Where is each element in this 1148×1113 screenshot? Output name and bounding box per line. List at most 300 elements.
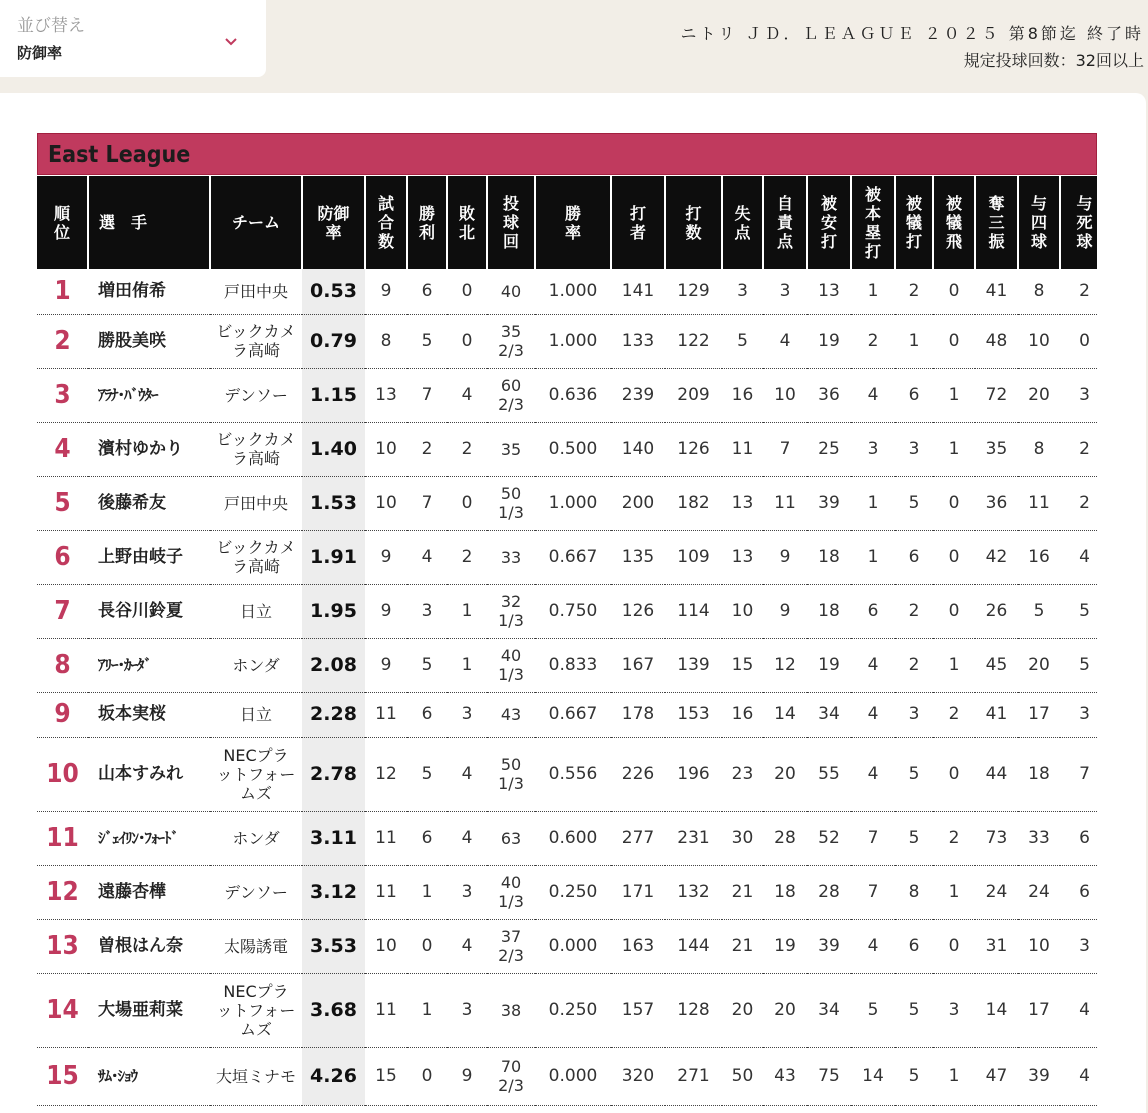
stat-r: 30 [722, 811, 763, 865]
stat-ab: 231 [665, 811, 722, 865]
stat-pct: 0.833 [535, 638, 611, 692]
stat-er: 4 [763, 314, 807, 368]
rank-cell: 10 [37, 737, 88, 811]
stats-info [680, 20, 1144, 74]
stat-ab: 139 [665, 638, 722, 692]
stat-hr: 7 [851, 811, 895, 865]
rank-cell: 7 [37, 584, 88, 638]
stat-g: 11 [365, 692, 407, 737]
header-home-runs: 被本塁打 [851, 176, 895, 269]
header-wins: 勝利 [407, 176, 447, 269]
stat-so: 36 [975, 476, 1018, 530]
stat-g: 10 [365, 422, 407, 476]
stat-g: 9 [365, 638, 407, 692]
player-name: 大場亜莉菜 [88, 973, 210, 1047]
stat-bf: 178 [611, 692, 665, 737]
header-games: 試合数 [365, 176, 407, 269]
stat-hbp: 4 [1060, 973, 1097, 1047]
stat-g: 9 [365, 584, 407, 638]
era-cell: 1.53 [302, 476, 365, 530]
stat-bf: 141 [611, 269, 665, 314]
stat-pct: 0.556 [535, 737, 611, 811]
header-win-pct: 勝率 [535, 176, 611, 269]
stat-sh: 5 [895, 476, 933, 530]
team-cell: 日立 [210, 584, 302, 638]
era-cell: 3.11 [302, 811, 365, 865]
header-walks: 与四球 [1018, 176, 1060, 269]
stat-w: 4 [407, 530, 447, 584]
stat-r: 3 [722, 269, 763, 314]
era-cell: 0.79 [302, 314, 365, 368]
player-name: 濱村ゆかり [88, 422, 210, 476]
stat-h: 28 [807, 865, 851, 919]
stat-g: 10 [365, 919, 407, 973]
header-innings: 投球回 [487, 176, 535, 269]
stat-bb: 5 [1018, 584, 1060, 638]
stat-er: 7 [763, 422, 807, 476]
stat-sf: 2 [933, 692, 975, 737]
player-name: ｱﾘｰ･ｶｰﾀﾞ [88, 638, 210, 692]
stat-ab: 209 [665, 368, 722, 422]
stat-ab: 114 [665, 584, 722, 638]
stat-hbp: 4 [1060, 530, 1097, 584]
stat-bf: 320 [611, 1047, 665, 1105]
stat-h: 55 [807, 737, 851, 811]
rank-cell: 2 [37, 314, 88, 368]
stat-l: 4 [447, 737, 487, 811]
season-info: ニトリ ＪＤ．ＬＥＡＧＵＥ ２０２５ 第8節迄 終了時 [680, 24, 1144, 43]
stat-r: 13 [722, 476, 763, 530]
player-name: 長谷川鈴夏 [88, 584, 210, 638]
stat-bf: 239 [611, 368, 665, 422]
stat-r: 5 [722, 314, 763, 368]
stat-h: 34 [807, 692, 851, 737]
stat-so: 44 [975, 737, 1018, 811]
team-cell: NECプラットフォームズ [210, 973, 302, 1047]
stat-ip: 63 [487, 811, 535, 865]
stat-ab: 182 [665, 476, 722, 530]
stat-sf: 2 [933, 811, 975, 865]
era-cell: 0.53 [302, 269, 365, 314]
stat-hbp: 2 [1060, 422, 1097, 476]
stat-hbp: 3 [1060, 919, 1097, 973]
stat-hr: 1 [851, 269, 895, 314]
stat-ab: 196 [665, 737, 722, 811]
stat-so: 72 [975, 368, 1018, 422]
stat-hr: 4 [851, 919, 895, 973]
stat-sf: 1 [933, 1047, 975, 1105]
stat-hbp: 6 [1060, 811, 1097, 865]
rank-cell: 15 [37, 1047, 88, 1105]
stat-h: 52 [807, 811, 851, 865]
team-cell: NECプラットフォームズ [210, 737, 302, 811]
stat-bf: 277 [611, 811, 665, 865]
stat-bb: 11 [1018, 476, 1060, 530]
stat-hr: 3 [851, 422, 895, 476]
player-name: ｱﾗﾅ･ﾊﾞｳﾀｰ [88, 368, 210, 422]
stat-sf: 1 [933, 368, 975, 422]
stat-bf: 133 [611, 314, 665, 368]
stat-so: 45 [975, 638, 1018, 692]
stat-sh: 2 [895, 269, 933, 314]
stat-ip: 37 2/3 [487, 919, 535, 973]
stat-r: 10 [722, 584, 763, 638]
stat-ip: 35 2/3 [487, 314, 535, 368]
stat-bb: 10 [1018, 919, 1060, 973]
stat-pct: 0.250 [535, 865, 611, 919]
stat-sh: 1 [895, 314, 933, 368]
stat-ip: 33 [487, 530, 535, 584]
stat-h: 18 [807, 584, 851, 638]
header-hit-by-pitch: 与死球 [1060, 176, 1097, 269]
rank-cell: 12 [37, 865, 88, 919]
rank-cell: 8 [37, 638, 88, 692]
rank-cell: 11 [37, 811, 88, 865]
stat-hr: 4 [851, 638, 895, 692]
stat-ip: 60 2/3 [487, 368, 535, 422]
era-cell: 4.26 [302, 1047, 365, 1105]
player-name: 山本すみれ [88, 737, 210, 811]
stat-h: 13 [807, 269, 851, 314]
stat-er: 28 [763, 811, 807, 865]
stat-w: 6 [407, 811, 447, 865]
stat-ip: 40 1/3 [487, 638, 535, 692]
chevron-down-icon [223, 34, 239, 50]
stat-l: 0 [447, 269, 487, 314]
rank-cell: 1 [37, 269, 88, 314]
stat-bf: 163 [611, 919, 665, 973]
stat-w: 5 [407, 314, 447, 368]
stat-hr: 4 [851, 692, 895, 737]
player-name: 坂本実桜 [88, 692, 210, 737]
team-cell: 戸田中央 [210, 269, 302, 314]
stat-w: 0 [407, 919, 447, 973]
rank-cell: 5 [37, 476, 88, 530]
stat-sf: 0 [933, 737, 975, 811]
table-row [37, 314, 1097, 368]
table-header [37, 176, 1097, 269]
team-cell: 大垣ミナモ [210, 1047, 302, 1105]
stat-g: 8 [365, 314, 407, 368]
stat-bb: 17 [1018, 973, 1060, 1047]
table-row [37, 811, 1097, 865]
team-cell: ビックカメラ高崎 [210, 314, 302, 368]
stat-r: 11 [722, 422, 763, 476]
header-strikeouts: 奪三振 [975, 176, 1018, 269]
stat-er: 18 [763, 865, 807, 919]
stat-sf: 1 [933, 422, 975, 476]
stat-ab: 132 [665, 865, 722, 919]
stat-er: 43 [763, 1047, 807, 1105]
stat-w: 6 [407, 692, 447, 737]
stat-pct: 0.000 [535, 919, 611, 973]
stat-ab: 109 [665, 530, 722, 584]
header-rank: 順位 [37, 176, 88, 269]
qualifying-innings: 規定投球回数：32回以上 [963, 51, 1144, 70]
stats-table-wrapper[interactable] [37, 176, 1097, 1106]
header-sac-flies: 被犠飛 [933, 176, 975, 269]
stat-ip: 38 [487, 973, 535, 1047]
stat-sh: 3 [895, 422, 933, 476]
stat-so: 48 [975, 314, 1018, 368]
era-cell: 3.68 [302, 973, 365, 1047]
stat-g: 11 [365, 811, 407, 865]
league-title: East League [37, 133, 1097, 175]
table-row [37, 584, 1097, 638]
stat-hr: 2 [851, 314, 895, 368]
stat-r: 16 [722, 692, 763, 737]
stat-bb: 17 [1018, 692, 1060, 737]
stat-bb: 33 [1018, 811, 1060, 865]
stat-ip: 50 1/3 [487, 476, 535, 530]
stat-bb: 8 [1018, 422, 1060, 476]
stat-sf: 0 [933, 476, 975, 530]
stat-l: 9 [447, 1047, 487, 1105]
stat-hbp: 3 [1060, 692, 1097, 737]
player-name: 勝股美咲 [88, 314, 210, 368]
stat-er: 20 [763, 973, 807, 1047]
stat-l: 4 [447, 811, 487, 865]
player-name: 後藤希友 [88, 476, 210, 530]
stat-hbp: 5 [1060, 584, 1097, 638]
sort-value: 防御率 [17, 44, 63, 62]
stat-sh: 6 [895, 530, 933, 584]
team-cell: 太陽誘電 [210, 919, 302, 973]
stat-r: 50 [722, 1047, 763, 1105]
stat-sh: 5 [895, 973, 933, 1047]
player-name: ｻﾑ･ｼｮｳ [88, 1047, 210, 1105]
stat-r: 13 [722, 530, 763, 584]
stat-so: 35 [975, 422, 1018, 476]
stat-sh: 5 [895, 737, 933, 811]
stat-bf: 157 [611, 973, 665, 1047]
stat-g: 11 [365, 973, 407, 1047]
stat-h: 36 [807, 368, 851, 422]
stat-hbp: 2 [1060, 269, 1097, 314]
stat-h: 25 [807, 422, 851, 476]
stat-hr: 5 [851, 973, 895, 1047]
header-earned-runs: 自責点 [763, 176, 807, 269]
stat-g: 15 [365, 1047, 407, 1105]
stat-h: 39 [807, 476, 851, 530]
stat-so: 26 [975, 584, 1018, 638]
rank-cell: 14 [37, 973, 88, 1047]
stat-l: 0 [447, 476, 487, 530]
stat-g: 11 [365, 865, 407, 919]
stat-sf: 0 [933, 530, 975, 584]
stat-hr: 1 [851, 476, 895, 530]
player-name: 増田侑希 [88, 269, 210, 314]
header-hits: 被安打 [807, 176, 851, 269]
header-player: 選 手 [88, 176, 210, 269]
header-batters: 打者 [611, 176, 665, 269]
stat-bf: 226 [611, 737, 665, 811]
stat-pct: 1.000 [535, 314, 611, 368]
stat-r: 16 [722, 368, 763, 422]
stat-sh: 3 [895, 692, 933, 737]
stat-er: 14 [763, 692, 807, 737]
stat-sf: 1 [933, 865, 975, 919]
stat-hr: 1 [851, 530, 895, 584]
team-cell: デンソー [210, 368, 302, 422]
rank-cell: 4 [37, 422, 88, 476]
stat-r: 23 [722, 737, 763, 811]
rank-cell: 3 [37, 368, 88, 422]
stat-er: 3 [763, 269, 807, 314]
stat-bf: 200 [611, 476, 665, 530]
team-cell: 戸田中央 [210, 476, 302, 530]
table-row [37, 269, 1097, 314]
stat-sh: 5 [895, 1047, 933, 1105]
table-row [37, 476, 1097, 530]
stat-g: 9 [365, 530, 407, 584]
stat-ip: 32 1/3 [487, 584, 535, 638]
stat-ab: 122 [665, 314, 722, 368]
stat-er: 12 [763, 638, 807, 692]
era-cell: 2.78 [302, 737, 365, 811]
stat-l: 1 [447, 638, 487, 692]
stat-w: 2 [407, 422, 447, 476]
stat-r: 21 [722, 919, 763, 973]
stat-hr: 14 [851, 1047, 895, 1105]
stat-hbp: 5 [1060, 638, 1097, 692]
era-cell: 2.28 [302, 692, 365, 737]
stat-ab: 153 [665, 692, 722, 737]
stat-sf: 0 [933, 919, 975, 973]
stat-bf: 140 [611, 422, 665, 476]
stat-sh: 2 [895, 638, 933, 692]
stat-so: 41 [975, 269, 1018, 314]
stat-pct: 0.750 [535, 584, 611, 638]
stat-er: 20 [763, 737, 807, 811]
stat-sf: 1 [933, 638, 975, 692]
stat-sf: 0 [933, 314, 975, 368]
stat-w: 0 [407, 1047, 447, 1105]
stat-so: 31 [975, 919, 1018, 973]
stat-l: 1 [447, 584, 487, 638]
stat-l: 4 [447, 368, 487, 422]
stat-pct: 0.500 [535, 422, 611, 476]
stat-hbp: 2 [1060, 476, 1097, 530]
stat-pct: 0.636 [535, 368, 611, 422]
stat-pct: 0.000 [535, 1047, 611, 1105]
header-runs: 失点 [722, 176, 763, 269]
stat-bb: 10 [1018, 314, 1060, 368]
stat-w: 3 [407, 584, 447, 638]
stat-l: 4 [447, 919, 487, 973]
stat-bb: 8 [1018, 269, 1060, 314]
stat-ip: 40 [487, 269, 535, 314]
stat-hr: 6 [851, 584, 895, 638]
stat-h: 19 [807, 638, 851, 692]
stat-pct: 1.000 [535, 476, 611, 530]
era-cell: 1.15 [302, 368, 365, 422]
player-name: 遠藤杏樺 [88, 865, 210, 919]
era-cell: 3.12 [302, 865, 365, 919]
header-sac-hits: 被犠打 [895, 176, 933, 269]
stat-so: 47 [975, 1047, 1018, 1105]
rank-cell: 9 [37, 692, 88, 737]
stat-r: 15 [722, 638, 763, 692]
stat-ip: 43 [487, 692, 535, 737]
stat-l: 2 [447, 422, 487, 476]
stat-r: 21 [722, 865, 763, 919]
sort-label: 並び替え [17, 16, 85, 36]
stat-hbp: 7 [1060, 737, 1097, 811]
stat-w: 7 [407, 476, 447, 530]
stat-l: 3 [447, 692, 487, 737]
stat-pct: 0.667 [535, 530, 611, 584]
stat-h: 75 [807, 1047, 851, 1105]
team-cell: ビックカメラ高崎 [210, 422, 302, 476]
stat-bb: 39 [1018, 1047, 1060, 1105]
stat-sh: 6 [895, 368, 933, 422]
stat-bb: 20 [1018, 368, 1060, 422]
table-row [37, 973, 1097, 1047]
stat-hr: 7 [851, 865, 895, 919]
stat-w: 6 [407, 269, 447, 314]
pitching-stats-table [37, 176, 1097, 1106]
table-row [37, 692, 1097, 737]
stat-er: 11 [763, 476, 807, 530]
stat-bb: 16 [1018, 530, 1060, 584]
team-cell: ホンダ [210, 811, 302, 865]
stat-ab: 271 [665, 1047, 722, 1105]
stat-l: 0 [447, 314, 487, 368]
stat-g: 13 [365, 368, 407, 422]
header-team: チーム [210, 176, 302, 269]
era-cell: 1.95 [302, 584, 365, 638]
stat-g: 10 [365, 476, 407, 530]
stat-bf: 167 [611, 638, 665, 692]
stat-er: 9 [763, 584, 807, 638]
table-row [37, 1047, 1097, 1105]
team-cell: ビックカメラ高崎 [210, 530, 302, 584]
stat-ip: 35 [487, 422, 535, 476]
stat-er: 9 [763, 530, 807, 584]
stat-er: 19 [763, 919, 807, 973]
header-losses: 敗北 [447, 176, 487, 269]
stat-ip: 40 1/3 [487, 865, 535, 919]
stat-pct: 1.000 [535, 269, 611, 314]
era-cell: 2.08 [302, 638, 365, 692]
stat-w: 1 [407, 973, 447, 1047]
player-name: 曽根はん奈 [88, 919, 210, 973]
stat-pct: 0.250 [535, 973, 611, 1047]
stat-hr: 4 [851, 368, 895, 422]
stat-bf: 171 [611, 865, 665, 919]
stat-l: 3 [447, 973, 487, 1047]
stat-sh: 8 [895, 865, 933, 919]
header-era: 防御率 [302, 176, 365, 269]
stat-ab: 129 [665, 269, 722, 314]
stat-pct: 0.600 [535, 811, 611, 865]
sort-dropdown[interactable] [0, 0, 266, 77]
rank-cell: 13 [37, 919, 88, 973]
stat-ip: 50 1/3 [487, 737, 535, 811]
stat-h: 19 [807, 314, 851, 368]
stat-bb: 20 [1018, 638, 1060, 692]
table-row [37, 865, 1097, 919]
stat-sh: 2 [895, 584, 933, 638]
stat-sf: 3 [933, 973, 975, 1047]
player-name: 上野由岐子 [88, 530, 210, 584]
table-row [37, 919, 1097, 973]
stat-so: 41 [975, 692, 1018, 737]
stat-sh: 6 [895, 919, 933, 973]
stat-h: 18 [807, 530, 851, 584]
rank-cell: 6 [37, 530, 88, 584]
